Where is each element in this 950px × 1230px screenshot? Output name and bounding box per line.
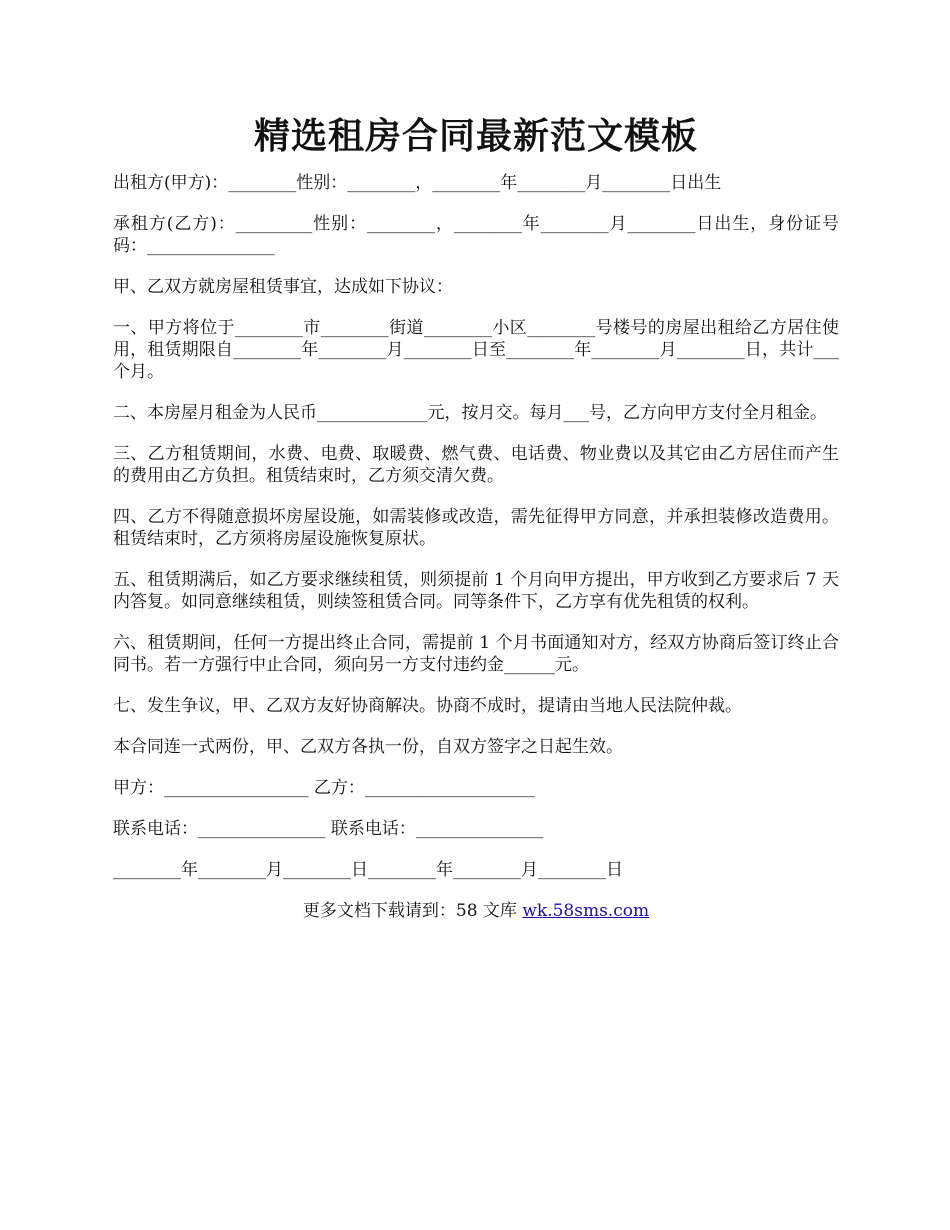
clause-2: 二、本房屋月租金为人民币_____________元，按月交。每月___号，乙方向甲方支付全月租金。 <box>113 403 827 423</box>
download-footer <box>113 900 839 922</box>
clause-3: 三、乙方租赁期间，水费、电费、取暖费、燃气费、电话费、物业费以及其它由乙方居住而产生的费用由乙方负担。租赁结束时，乙方须交清欠费。 <box>113 444 839 486</box>
footer-text: 更多文档下载请到：58 文库 <box>302 901 523 921</box>
document-page <box>113 110 839 922</box>
contact-phone-line: 联系电话：_______________ 联系电话：_______________ <box>113 819 544 839</box>
footer-link[interactable]: wk.58sms.com <box>522 901 650 921</box>
party-b-info: 承租方(乙方)：_________性别：________，________年________月________日出生，身份证号码：_______________ <box>113 214 839 256</box>
signature-line: 甲方：_________________ 乙方：____________________ <box>113 778 535 798</box>
effectiveness-note: 本合同连一式两份，甲、乙双方各执一份，自双方签字之日起生效。 <box>113 737 623 757</box>
party-a-info: 出租方(甲方)：________性别：________，________年________月________日出生 <box>113 173 722 193</box>
clause-7: 七、发生争议，甲、乙双方友好协商解决。协商不成时，提请由当地人民法院仲裁。 <box>113 696 742 716</box>
document-title: 精选租房合同最新范文模板 <box>253 115 698 157</box>
clause-4: 四、乙方不得随意损坏房屋设施，如需装修或改造，需先征得甲方同意，并承担装修改造费用。租赁结束时，乙方须将房屋设施恢复原状。 <box>113 507 839 549</box>
agreement-intro: 甲、乙双方就房屋租赁事宜，达成如下协议： <box>113 277 453 297</box>
clause-5: 五、租赁期满后，如乙方要求继续租赁，则须提前 1 个月向甲方提出，甲方收到乙方要求后 7 天内答复。如同意继续租赁，则续签租赁合同。同等条件下，乙方享有优先租赁的权利。 <box>113 570 839 612</box>
clause-1: 一、甲方将位于________市________街道________小区________号楼号的房屋出租给乙方居住使用，租赁期限自________年________月________日至________年________月________日，共计___个月。 <box>113 318 839 382</box>
clause-6: 六、租赁期间，任何一方提出终止合同，需提前 1 个月书面通知对方，经双方协商后签订终止合同书。若一方强行中止合同，须向另一方支付违约金______元。 <box>113 633 839 675</box>
date-line: ________年________月________日________年________月________日 <box>113 860 623 880</box>
